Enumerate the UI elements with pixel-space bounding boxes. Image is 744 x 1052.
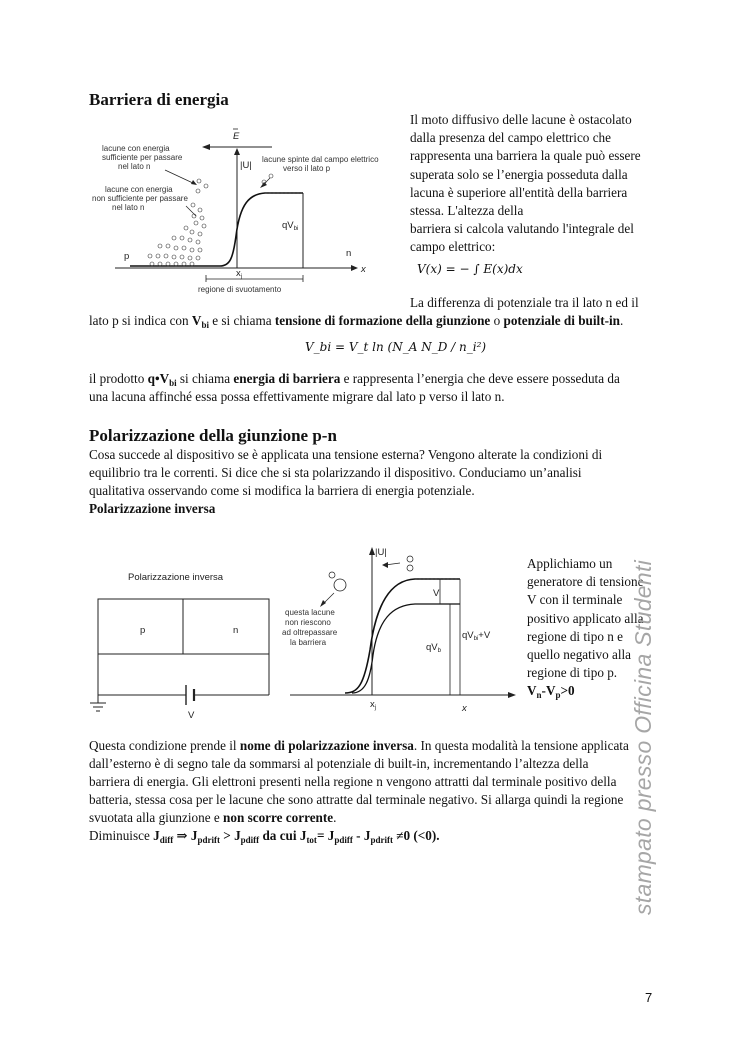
svg-text:non sufficiente per passare: non sufficiente per passare: [92, 194, 188, 203]
formula-vbi: V_bi = V_t ln (N_A N_D / n_i²): [305, 340, 487, 354]
fig1-n-label: n: [346, 248, 352, 259]
fig2-xj: $x_j$: [370, 699, 377, 711]
fig2-v: V: [188, 710, 195, 721]
fig2-n: n: [233, 625, 239, 636]
svg-text:non riescono: non riescono: [285, 618, 331, 627]
prod-line-1: il prodotto $q•V_{bi}$ si chiama energia di barriera e rappresenta l’energia che deve essere posseduta da: [89, 371, 620, 388]
svg-text:lacune con energia: lacune con energia: [105, 185, 173, 194]
svg-text:sufficiente per passare: sufficiente per passare: [102, 153, 183, 162]
fig1-regione-label: regione di svuotamento: [198, 285, 282, 294]
section2-subtitle: Polarizzazione inversa: [89, 501, 216, 516]
fig2-x: x: [462, 703, 467, 714]
diminuisce-line: Diminuisce $J_{diff}$ ⇒ $J_{pdrift} > J_{pdiff}$ da cui $J_{tot}= J_{pdiff} - J_{pdrift} \ne 0$ (<0).: [89, 828, 440, 845]
fig2-u: |U|: [375, 547, 387, 558]
svg-text:nel lato n: nel lato n: [112, 203, 145, 212]
svg-text:la barriera: la barriera: [290, 638, 327, 647]
fig1-e-label: E: [233, 131, 240, 142]
fig1-x-label: x: [361, 264, 366, 275]
section1-right-text: Il moto diffusivo delle lacune è ostacolato dalla presenza del campo elettrico che rappresenta una barriera la quale può essere superata solo se l’energia posseduta dalla lacuna è superiore all'entità della barriera stessa. L'altezza della barriera si calcola valutando l'integrale del campo elettrico:: [410, 112, 641, 255]
fig2-p: p: [140, 625, 146, 636]
section-title-barriera: Barriera di energia: [89, 90, 229, 109]
prod-line-2: una lacuna affinché essa possa effettivamente migrare dal lato p verso il lato n.: [89, 389, 505, 404]
para-line-4: batteria, stessa cosa per le lacune che sono attratte dal terminale negativo. Si allarga quindi la regione: [89, 792, 624, 807]
fig1-xj-label: $x_j$: [236, 268, 243, 280]
svg-text:questa lacune: questa lacune: [285, 608, 335, 617]
vn-vp-condition: $V_n-V_p>0$: [527, 683, 575, 701]
svg-text:lacune spinte dal campo elettr: lacune spinte dal campo elettrico: [262, 155, 379, 164]
fig2-qvb: $qV_b$: [426, 642, 441, 654]
figure-reverse-bias: [90, 535, 520, 735]
formula-potential: V(x) = − ∫ E(x)dx: [417, 262, 523, 276]
svg-text:ad oltrepassare: ad oltrepassare: [282, 628, 338, 637]
fig1-u-label: |U|: [240, 160, 252, 171]
watermark: stampato presso Officina Studenti: [630, 559, 656, 915]
para-line-3: barriera di energia. Gli elettroni presenti nella regione n vengono attratti dal terminale positivo della: [89, 774, 617, 789]
section2-line-3: qualitativa osservando come si modifica la barriera di energia potenziale.: [89, 483, 475, 498]
section-title-polarizzazione: Polarizzazione della giunzione p-n: [89, 426, 337, 445]
fig1-qvbi-label: $qV_{bi}$: [282, 220, 299, 232]
svg-text:lacune con energia: lacune con energia: [102, 144, 170, 153]
diff-line-1: La differenza di potenziale tra il lato n ed il: [410, 295, 639, 310]
section2-right-text: Applichiamo un generatore di tensione V con il terminale positivo applicato alla regione di tipo n e quello negativo alla regione di tipo p. $V_n-V_p>0$: [527, 555, 643, 705]
figure-barrier-diagram: [90, 118, 395, 303]
diff-line-2: lato p si indica con $V_{bi}$ e si chiama tensione di formazione della giunzione o potenziale di built-in.: [89, 313, 624, 330]
para-line-2: dall’esterno è di segno tale da sommarsi al potenziale di built-in, incrementando l’altezza della: [89, 756, 589, 771]
page-number: 7: [645, 990, 653, 1005]
fig1-p-label: p: [124, 251, 130, 262]
para-line-5: svuotata alla giunzione e non scorre corrente.: [89, 810, 337, 825]
fig2-title: Polarizzazione inversa: [128, 572, 224, 583]
fig2-qvbi: $qV_{bi}+V$: [462, 630, 491, 642]
fig2-vlabel: V: [433, 588, 440, 599]
svg-text:verso il lato p: verso il lato p: [283, 164, 331, 173]
section2-line-1: Cosa succede al dispositivo se è applicata una tensione esterna? Vengono alterate la condizioni di: [89, 447, 603, 462]
svg-text:nel lato n: nel lato n: [118, 162, 151, 171]
section2-line-2: equilibrio tra le correnti. Si dice che si sta polarizzando il dispositivo. Conduciamo un’analisi: [89, 465, 582, 480]
para-line-1: Questa condizione prende il nome di polarizzazione inversa. In questa modalità la tensione applicata: [89, 738, 629, 753]
